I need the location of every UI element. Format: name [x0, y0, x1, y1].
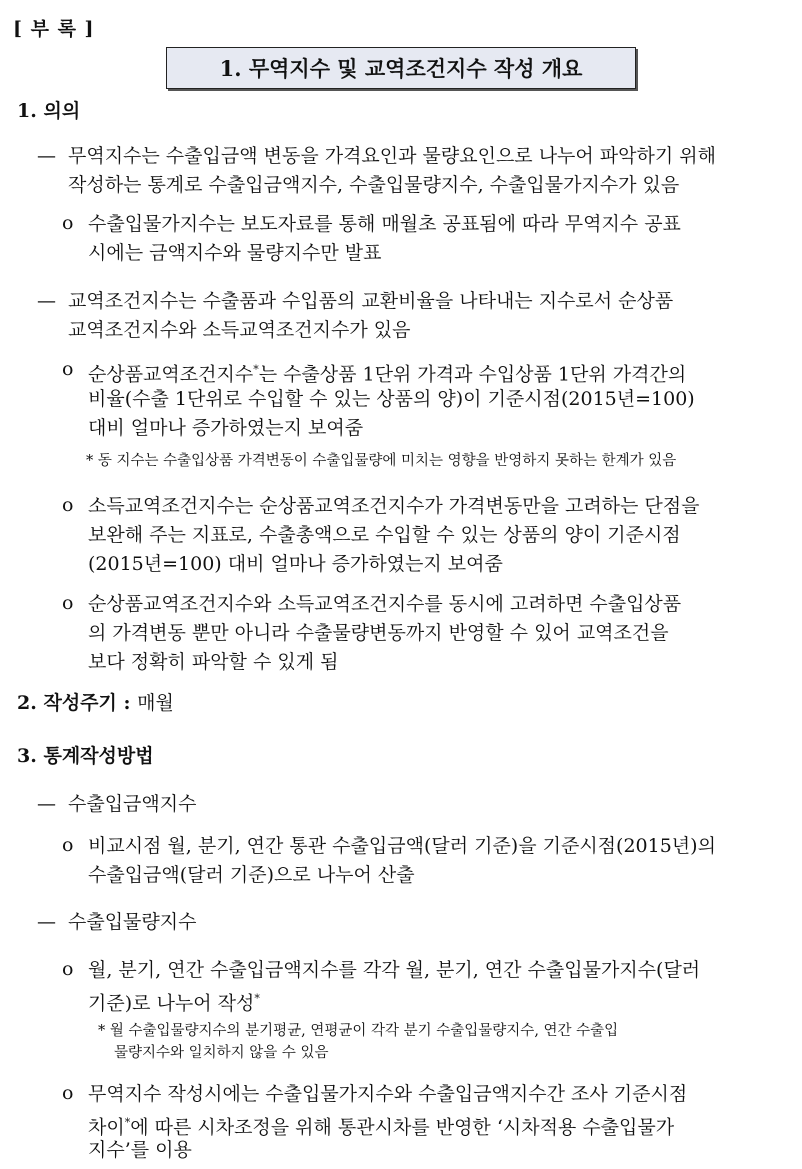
paragraph-line: 지수’를 이용 [88, 1139, 192, 1161]
section-3-heading [17, 741, 154, 768]
paragraph-line: 교역조건지수와 소득교역조건지수가 있음 [68, 319, 411, 341]
paragraph-line: 수출입물가지수는 보도자료를 통해 매월초 공표됨에 따라 무역지수 공표 [88, 213, 681, 235]
footnote: 물량지수와 일치하지 않을 수 있음 [114, 1045, 329, 1061]
dash-bullet: — [37, 793, 56, 815]
footnote: * 동 지수는 수출입상품 가격변동이 수출입물량에 미치는 영향을 반영하지 못하는 한계가 있음 [86, 453, 677, 469]
paragraph-line: 순상품교역조건지수와 소득교역조건지수를 동시에 고려하면 수출입상품 [88, 593, 682, 615]
paragraph-line: 무역지수 작성시에는 수출입물가지수와 수출입금액지수간 조사 기준시점 [88, 1083, 688, 1105]
section-2-number: 2. [17, 692, 37, 714]
section-2-heading [17, 688, 174, 715]
section-3-number: 3. [17, 745, 37, 767]
section-2-value: 매월 [137, 692, 174, 714]
footnote-marker: * [124, 1116, 131, 1129]
paragraph-line: 수출입금액지수 [68, 793, 197, 815]
paragraph-line: 보다 정확히 파악할 수 있게 됨 [88, 651, 339, 673]
section-1-number: 1. [17, 100, 37, 122]
section-1-title: 의의 [43, 100, 81, 122]
paragraph-line: 수출입금액(달러 기준)으로 나누어 산출 [88, 864, 415, 886]
paragraph-line: 작성하는 통계로 수출입금액지수, 수출입물량지수, 수출입물가지수가 있음 [68, 174, 680, 196]
section-2-title: 작성주기 : [43, 692, 131, 714]
circle-bullet: o [62, 1082, 74, 1104]
footnote-marker: * [254, 992, 260, 1005]
dash-bullet: — [37, 290, 56, 312]
paragraph-line: 의 가격변동 뿐만 아니라 수출물량변동까지 반영할 수 있어 교역조건을 [88, 622, 669, 644]
footnote: * 월 수출입물량지수의 분기평균, 연평균이 각각 분기 수출입물량지수, 연간 수출입 [98, 1023, 619, 1039]
dash-bullet: — [37, 911, 56, 933]
paragraph-line: 순상품교역조건지수*는 수출상품 1단위 가격과 수입상품 1단위 가격간의 [88, 363, 687, 386]
dash-bullet: — [37, 145, 56, 167]
paragraph-line: (2015년=100) 대비 얼마나 증가하였는지 보여줌 [88, 553, 503, 575]
paragraph-line: 소득교역조건지수는 순상품교역조건지수가 가격변동만을 고려하는 단점을 [88, 495, 700, 517]
paragraph-line: 대비 얼마나 증가하였는지 보여줌 [88, 417, 364, 439]
circle-bullet: o [62, 958, 74, 980]
paragraph-line: 비교시점 월, 분기, 연간 통관 수출입금액(달러 기준)을 기준시점(2015년)의 [88, 835, 716, 857]
section-1-heading [17, 96, 80, 123]
circle-bullet: o [62, 358, 74, 380]
page-title: 1. 무역지수 및 교역조건지수 작성 개요 [166, 47, 636, 89]
paragraph-line: 월, 분기, 연간 수출입금액지수를 각각 월, 분기, 연간 수출입물가지수(달러 [88, 959, 701, 981]
paragraph-line: 차이*에 따른 시차조정을 위해 통관시차를 반영한 ‘시차적용 수출입물가 [88, 1116, 675, 1139]
paragraph-line: 시에는 금액지수와 물량지수만 발표 [88, 242, 382, 264]
paragraph-line: 보완해 주는 지표로, 수출총액으로 수입할 수 있는 상품의 양이 기준시점 [88, 524, 681, 546]
circle-bullet: o [62, 834, 74, 856]
paragraph-line: 기준)로 나누어 작성* [88, 992, 260, 1015]
appendix-label: [ 부 록 ] [13, 18, 95, 40]
paragraph-line: 무역지수는 수출입금액 변동을 가격요인과 물량요인으로 나누어 파악하기 위해 [68, 145, 716, 167]
paragraph-line: 교역조건지수는 수출품과 수입품의 교환비율을 나타내는 지수로서 순상품 [68, 290, 674, 312]
circle-bullet: o [62, 212, 74, 234]
footnote-marker: * [253, 363, 259, 376]
paragraph-line: 비율(수출 1단위로 수입할 수 있는 상품의 양)이 기준시점(2015년=100) [88, 388, 695, 410]
circle-bullet: o [62, 494, 74, 516]
circle-bullet: o [62, 592, 74, 614]
section-3-title: 통계작성방법 [43, 745, 154, 767]
paragraph-line: 수출입물량지수 [68, 911, 197, 933]
